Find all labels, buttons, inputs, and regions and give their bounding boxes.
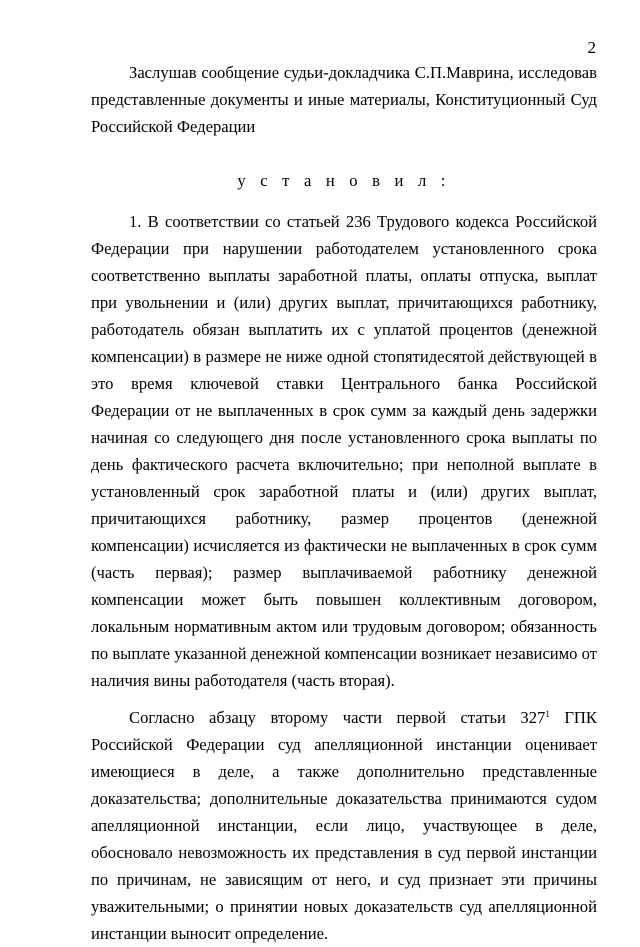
paragraph-2 <box>91 704 597 947</box>
document-body <box>91 59 597 947</box>
paragraph-2-rest: ГПК Российской Федерации суд апелляционной инстанции оценивает имеющиеся в деле, а также дополнительно представленные доказательства; дополнительные доказательства принимаются судом апелляционной инстанции, если лицо, участвующее в деле, обосновало невозможность их представления в суд первой инстанции по причинам, не зависящим от него, и суд признает эти причины уважительными; о принятии новых доказательств суд апелляционной инстанции выносит определение. <box>91 708 597 943</box>
page-number: 2 <box>587 38 596 57</box>
article-superscript: 1 <box>545 709 550 719</box>
paragraph-1: 1. В соответствии со статьей 236 Трудового кодекса Российской Федерации при нарушении работодателем установленного срока соответственно выплаты заработной платы, оплаты отпуска, выплат при увольнении и (или) других выплат, причитающихся работнику, работодатель обязан выплатить их с уплатой процентов (денежной компенсации) в размере не ниже одной стопятидесятой действующей в это время ключевой ставки Центрального банка Российской Федерации от не выплаченных в срок сумм за каждый день задержки начиная со следующего дня после установленного срока выплаты по день фактического расчета включительно; при неполной выплате в установленный срок заработной платы и (или) других выплат, причитающихся работнику, размер процентов (денежной компенсации) исчисляется из фактически не выплаченных в срок сумм (часть первая); размер выплачиваемой работнику денежной компенсации может быть повышен коллективным договором, локальным нормативным актом или трудовым договором; обязанность по выплате указанной денежной компенсации возникает независимо от наличия вины работодателя (часть вторая). <box>91 212 597 690</box>
ruling-heading: у с т а н о в и л : <box>237 171 451 190</box>
intro-paragraph: Заслушав сообщение судьи-докладчика С.П.Маврина, исследовав представленные документы и иные материалы, Конституционный Суд Российской Федерации <box>91 63 597 136</box>
paragraph-2-start: Согласно абзацу второму части первой статьи 327 <box>129 708 546 727</box>
